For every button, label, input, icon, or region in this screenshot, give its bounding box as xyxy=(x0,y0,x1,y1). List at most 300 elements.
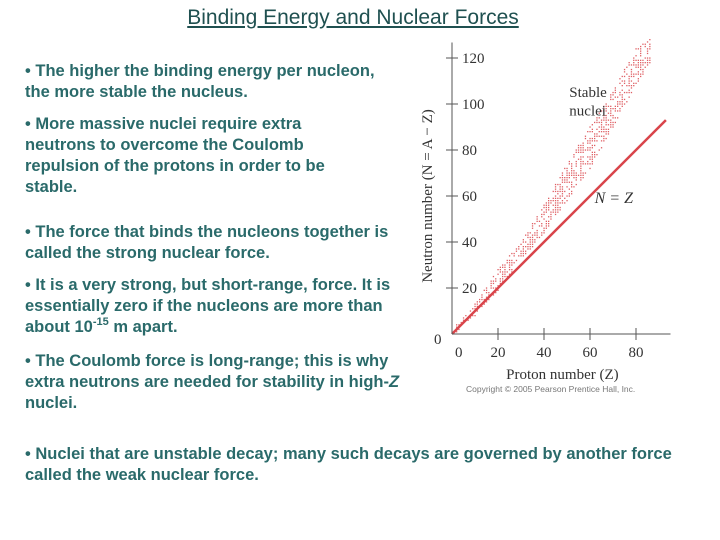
stable-nucleus-point xyxy=(486,292,487,293)
stable-nucleus-point xyxy=(553,198,554,199)
stable-nucleus-point xyxy=(504,271,505,272)
slide-title: Binding Energy and Nuclear Forces xyxy=(187,6,519,29)
stable-nucleus-point xyxy=(532,244,533,245)
stable-nucleus-point xyxy=(629,64,630,65)
stable-nucleus-point xyxy=(571,168,572,169)
stable-nucleus-point xyxy=(622,99,623,100)
stable-nucleus-point xyxy=(603,131,604,132)
stable-nucleus-point xyxy=(610,115,611,116)
stable-nucleus-point xyxy=(472,308,473,309)
stable-nucleus-point xyxy=(606,120,607,121)
stable-nucleus-point xyxy=(569,177,570,178)
stable-nucleus-point xyxy=(486,290,487,291)
stable-nucleus-point xyxy=(624,69,625,70)
stable-nucleus-point xyxy=(530,248,531,249)
stable-nucleus-point xyxy=(562,182,563,183)
stable-nucleus-point xyxy=(610,106,611,107)
stable-nucleus-point xyxy=(599,136,600,137)
stable-nucleus-point xyxy=(640,76,641,77)
stable-nucleus-point xyxy=(539,237,540,238)
stable-nucleus-point xyxy=(493,281,494,282)
stable-nucleus-point xyxy=(493,283,494,284)
stable-nucleus-point xyxy=(601,147,602,148)
bullet-weak-force: • Nuclei that are unstable decay; many such decays are governed by another force called the weak nuclear force. xyxy=(25,445,672,484)
stable-nucleus-point xyxy=(546,223,547,224)
stable-nucleus-point xyxy=(587,163,588,164)
stable-nucleus-point xyxy=(507,271,508,272)
stable-nucleus-point xyxy=(479,299,480,300)
stable-nucleus-point xyxy=(555,214,556,215)
stable-nucleus-point xyxy=(585,149,586,150)
stable-nucleus-point xyxy=(626,92,627,93)
stable-nucleus-point xyxy=(562,195,563,196)
stable-nucleus-point xyxy=(573,172,574,173)
stable-nucleus-point xyxy=(557,205,558,206)
stable-nucleus-point xyxy=(629,80,630,81)
stable-nucleus-point xyxy=(573,177,574,178)
stable-nucleus-point xyxy=(534,241,535,242)
stable-nucleus-point xyxy=(645,44,646,45)
stable-nucleus-point xyxy=(599,126,600,127)
stable-nucleus-point xyxy=(615,97,616,98)
stable-nucleus-point xyxy=(585,163,586,164)
stable-nucleus-point xyxy=(511,260,512,261)
stable-nucleus-point xyxy=(580,168,581,169)
stable-nucleus-point xyxy=(578,175,579,176)
stable-nucleus-point xyxy=(553,200,554,201)
stable-nucleus-point xyxy=(560,177,561,178)
stable-nucleus-point xyxy=(629,92,630,93)
stable-nucleus-point xyxy=(525,253,526,254)
stable-nucleus-point xyxy=(624,92,625,93)
stable-nucleus-point xyxy=(615,92,616,93)
stable-nucleus-point xyxy=(470,310,471,311)
stable-nucleus-point xyxy=(576,152,577,153)
stable-nucleus-point xyxy=(507,260,508,261)
stable-nucleus-point xyxy=(624,99,625,100)
stable-nucleus-point xyxy=(640,55,641,56)
stable-nucleus-point xyxy=(594,156,595,157)
stable-nucleus-point xyxy=(525,246,526,247)
stable-nucleus-point xyxy=(592,163,593,164)
stable-nucleus-point xyxy=(617,106,618,107)
stable-nucleus-point xyxy=(633,85,634,86)
stable-nucleus-point xyxy=(612,126,613,127)
stable-nucleus-point xyxy=(548,202,549,203)
stable-nucleus-point xyxy=(606,138,607,139)
stable-nucleus-point xyxy=(601,124,602,125)
stable-nucleus-point xyxy=(596,120,597,121)
stable-nucleus-point xyxy=(619,94,620,95)
stable-nucleus-point xyxy=(626,101,627,102)
stable-nucleus-point xyxy=(608,106,609,107)
copyright-text: Copyright © 2005 Pearson Prentice Hall, Inc. xyxy=(466,384,636,394)
stable-nucleus-point xyxy=(530,246,531,247)
stable-nucleus-point xyxy=(546,205,547,206)
stable-nucleus-point xyxy=(626,67,627,68)
stable-nucleus-point xyxy=(532,237,533,238)
stable-nucleus-point xyxy=(583,175,584,176)
stable-nucleus-point xyxy=(541,214,542,215)
stable-nucleus-point xyxy=(562,202,563,203)
neutron-proton-chart xyxy=(405,34,705,394)
stable-nucleus-point xyxy=(583,147,584,148)
stable-nucleus-point xyxy=(647,64,648,65)
stable-nucleus-point xyxy=(560,195,561,196)
stable-nucleus-point xyxy=(523,253,524,254)
stable-nucleus-point xyxy=(566,186,567,187)
stable-nucleus-point xyxy=(571,175,572,176)
stable-nuclei-label-line2: nuclei xyxy=(569,103,606,120)
stable-nucleus-point xyxy=(573,156,574,157)
stable-nucleus-point xyxy=(633,64,634,65)
stable-nucleus-point xyxy=(606,124,607,125)
stable-nucleus-point xyxy=(583,177,584,178)
stable-nucleus-point xyxy=(539,225,540,226)
stable-nucleus-point xyxy=(564,168,565,169)
stable-nucleus-point xyxy=(615,87,616,88)
stable-nucleus-point xyxy=(534,235,535,236)
stable-nucleus-point xyxy=(642,69,643,70)
stable-nucleus-point xyxy=(532,239,533,240)
stable-nucleus-point xyxy=(612,122,613,123)
stable-nucleus-point xyxy=(497,269,498,270)
stable-nucleus-point xyxy=(541,235,542,236)
stable-nucleus-point xyxy=(592,124,593,125)
stable-nucleus-point xyxy=(624,76,625,77)
stable-nucleus-point xyxy=(557,193,558,194)
stable-nucleus-point xyxy=(500,267,501,268)
stable-nucleus-point xyxy=(640,51,641,52)
stable-nucleus-point xyxy=(543,212,544,213)
stable-nucleus-point xyxy=(555,212,556,213)
stable-nucleus-point xyxy=(601,140,602,141)
stable-nucleus-point xyxy=(576,175,577,176)
stable-nucleus-point xyxy=(465,315,466,316)
stable-nucleus-point xyxy=(624,103,625,104)
stable-nucleus-point xyxy=(463,317,464,318)
stable-nucleus-point xyxy=(592,138,593,139)
stable-nucleus-point xyxy=(622,90,623,91)
stable-nucleus-point xyxy=(592,140,593,141)
stable-nucleus-point xyxy=(594,138,595,139)
stable-nucleus-point xyxy=(530,241,531,242)
stable-nucleus-point xyxy=(546,228,547,229)
stable-nucleus-point xyxy=(543,218,544,219)
stable-nucleus-point xyxy=(647,48,648,49)
y-tick-label: 120 xyxy=(462,51,485,67)
stable-nucleus-point xyxy=(580,179,581,180)
stable-nucleus-point xyxy=(523,241,524,242)
stable-nucleus-point xyxy=(557,184,558,185)
stable-nucleus-point xyxy=(548,198,549,199)
stable-nucleus-point xyxy=(576,184,577,185)
stable-nucleus-point xyxy=(543,230,544,231)
stable-nucleus-point xyxy=(576,179,577,180)
stable-nucleus-point xyxy=(606,131,607,132)
y-tick-label: 100 xyxy=(462,97,485,113)
stable-nucleus-point xyxy=(583,143,584,144)
stable-nucleus-point xyxy=(622,103,623,104)
stable-nucleus-point xyxy=(647,41,648,42)
stable-nucleus-point xyxy=(642,64,643,65)
stable-nucleus-point xyxy=(562,177,563,178)
stable-nucleus-point xyxy=(589,159,590,160)
stable-nucleus-point xyxy=(649,44,650,45)
stable-nucleus-point xyxy=(474,304,475,305)
stable-nucleus-point xyxy=(569,195,570,196)
stable-nucleus-point xyxy=(610,120,611,121)
stable-nucleus-point xyxy=(477,301,478,302)
stable-nucleus-point xyxy=(594,145,595,146)
stable-nucleus-point xyxy=(555,207,556,208)
stable-nucleus-point xyxy=(580,149,581,150)
stable-nucleus-point xyxy=(550,202,551,203)
stable-nucleus-point xyxy=(530,239,531,240)
y-axis-label: Neutron number (N = A − Z) xyxy=(420,109,436,283)
stable-nucleus-point xyxy=(603,120,604,121)
stable-nucleus-point xyxy=(566,195,567,196)
stable-nucleus-point xyxy=(477,304,478,305)
stable-nucleus-point xyxy=(493,287,494,288)
stable-nucleus-point xyxy=(500,281,501,282)
stable-nucleus-point xyxy=(642,44,643,45)
stable-nucleus-point xyxy=(629,97,630,98)
stable-nucleus-point xyxy=(580,175,581,176)
stable-nucleus-point xyxy=(557,198,558,199)
stable-nucleus-point xyxy=(546,212,547,213)
stable-nucleus-point xyxy=(560,202,561,203)
stable-nucleus-point xyxy=(527,248,528,249)
stable-nucleus-point xyxy=(631,85,632,86)
stable-nucleus-point xyxy=(507,262,508,263)
stable-nucleus-point xyxy=(603,129,604,130)
stable-nucleus-point xyxy=(638,78,639,79)
stable-nucleus-point xyxy=(619,108,620,109)
stable-nucleus-point xyxy=(560,191,561,192)
stable-nucleus-point xyxy=(592,152,593,153)
stable-nucleus-point xyxy=(580,156,581,157)
stable-nucleus-point xyxy=(527,237,528,238)
stable-nucleus-point xyxy=(612,92,613,93)
stable-nucleus-point xyxy=(560,189,561,190)
stable-nuclei-band xyxy=(456,39,651,332)
stable-nucleus-point xyxy=(640,62,641,63)
stable-nucleus-point xyxy=(516,251,517,252)
coulomb-text-end: nuclei. xyxy=(25,394,78,412)
stable-nucleus-point xyxy=(566,177,567,178)
stable-nucleus-point xyxy=(562,193,563,194)
stable-nucleus-point xyxy=(606,133,607,134)
stable-nucleus-point xyxy=(592,161,593,162)
stable-nucleus-point xyxy=(615,110,616,111)
stable-nucleus-point xyxy=(543,214,544,215)
stable-nucleus-point xyxy=(553,212,554,213)
stable-nucleus-point xyxy=(520,244,521,245)
stable-nucleus-point xyxy=(520,255,521,256)
stable-nucleus-point xyxy=(612,99,613,100)
stable-nucleus-point xyxy=(596,133,597,134)
stable-nucleus-point xyxy=(518,255,519,256)
stable-nucleus-point xyxy=(622,85,623,86)
stable-nucleus-point xyxy=(566,170,567,171)
y-tick-label: 20 xyxy=(462,281,477,297)
stable-nucleus-point xyxy=(548,223,549,224)
bullet-stability: • The higher the binding energy per nucleon, the more stable the nucleus. xyxy=(25,62,375,101)
stable-nucleus-point xyxy=(555,195,556,196)
stable-nucleus-point xyxy=(603,136,604,137)
stable-nucleus-point xyxy=(562,200,563,201)
stable-nucleus-point xyxy=(555,186,556,187)
stable-nucleus-point xyxy=(633,76,634,77)
stable-nucleus-point xyxy=(622,94,623,95)
stable-nucleus-point xyxy=(566,179,567,180)
stable-nucleus-point xyxy=(491,281,492,282)
stable-nucleus-point xyxy=(587,149,588,150)
stable-nucleus-point xyxy=(606,122,607,123)
stable-nucleus-point xyxy=(649,39,650,40)
stable-nucleus-point xyxy=(532,235,533,236)
stable-nucleus-point xyxy=(569,175,570,176)
stable-nucleus-point xyxy=(594,136,595,137)
stable-nucleus-point xyxy=(603,126,604,127)
stable-nucleus-point xyxy=(550,214,551,215)
stable-nucleus-point xyxy=(606,129,607,130)
stable-nucleus-point xyxy=(527,235,528,236)
stable-nucleus-point xyxy=(564,198,565,199)
stable-nucleus-point xyxy=(580,172,581,173)
stable-nucleus-point xyxy=(635,74,636,75)
stable-nucleus-point xyxy=(610,126,611,127)
x-tick-label: 40 xyxy=(536,345,552,361)
stable-nucleus-point xyxy=(647,62,648,63)
stable-nucleus-point xyxy=(537,221,538,222)
stable-nucleus-point xyxy=(610,113,611,114)
stable-nucleus-point xyxy=(615,106,616,107)
stable-nucleus-point xyxy=(511,269,512,270)
stable-nucleus-point xyxy=(589,147,590,148)
stable-nucleus-point xyxy=(504,274,505,275)
stable-nucleus-point xyxy=(589,143,590,144)
stable-nucleus-point xyxy=(548,209,549,210)
stable-nucleus-point xyxy=(638,71,639,72)
stable-nucleus-point xyxy=(642,62,643,63)
stable-nucleus-point xyxy=(525,241,526,242)
stable-nucleus-point xyxy=(594,140,595,141)
stable-nucleus-point xyxy=(541,225,542,226)
stable-nucleus-point xyxy=(626,85,627,86)
stable-nucleus-point xyxy=(601,126,602,127)
stable-nucleus-point xyxy=(573,154,574,155)
stable-nucleus-point xyxy=(617,97,618,98)
stable-nucleus-point xyxy=(566,172,567,173)
stable-nucleus-point xyxy=(587,156,588,157)
stable-nucleus-point xyxy=(502,274,503,275)
stable-nucleus-point xyxy=(562,172,563,173)
stable-nucleus-point xyxy=(587,161,588,162)
stable-nucleus-point xyxy=(509,264,510,265)
stable-nucleus-point xyxy=(578,147,579,148)
stable-nucleus-point xyxy=(523,251,524,252)
stable-nucleus-point xyxy=(481,294,482,295)
stable-nucleus-point xyxy=(592,154,593,155)
stable-nucleus-point xyxy=(571,184,572,185)
stable-nucleus-point xyxy=(500,271,501,272)
stable-nucleus-point xyxy=(576,166,577,167)
stable-nucleus-point xyxy=(532,228,533,229)
stable-nucleus-point xyxy=(633,60,634,61)
stable-nucleus-point xyxy=(596,136,597,137)
stable-nucleus-point xyxy=(647,53,648,54)
stable-nucleus-point xyxy=(608,113,609,114)
stable-nucleus-point xyxy=(537,218,538,219)
stable-nucleus-point xyxy=(509,267,510,268)
stable-nucleus-point xyxy=(578,145,579,146)
stable-nucleus-point xyxy=(594,154,595,155)
stable-nucleus-point xyxy=(594,152,595,153)
stable-nucleus-point xyxy=(649,46,650,47)
stable-nucleus-point xyxy=(592,156,593,157)
stable-nucleus-point xyxy=(564,191,565,192)
stable-nucleus-point xyxy=(589,156,590,157)
stable-nucleus-point xyxy=(619,110,620,111)
stable-nucleus-point xyxy=(509,260,510,261)
stable-nucleus-point xyxy=(583,156,584,157)
origin-label: 0 xyxy=(434,332,442,348)
stable-nucleus-point xyxy=(488,292,489,293)
n-equals-z-label: N = Z xyxy=(594,189,633,207)
stable-nucleus-point xyxy=(612,94,613,95)
stable-nucleus-point xyxy=(578,159,579,160)
stable-nucleus-point xyxy=(573,186,574,187)
stable-nucleus-point xyxy=(555,184,556,185)
stable-nucleus-point xyxy=(576,149,577,150)
stable-nucleus-point xyxy=(502,278,503,279)
stable-nucleus-point xyxy=(601,122,602,123)
stable-nucleus-point xyxy=(601,129,602,130)
stable-nucleus-point xyxy=(523,255,524,256)
stable-nucleus-point xyxy=(562,189,563,190)
stable-nucleus-point xyxy=(610,94,611,95)
stable-nucleus-point xyxy=(481,297,482,298)
stable-nucleus-point xyxy=(474,315,475,316)
stable-nucleus-point xyxy=(629,76,630,77)
stable-nucleus-point xyxy=(525,251,526,252)
stable-nucleus-point xyxy=(601,120,602,121)
stable-nucleus-point xyxy=(532,246,533,247)
stable-nucleus-point xyxy=(537,237,538,238)
stable-nucleus-point xyxy=(562,186,563,187)
stable-nucleus-point xyxy=(520,251,521,252)
stable-nucleus-point xyxy=(495,278,496,279)
stable-nucleus-point xyxy=(514,255,515,256)
stable-nucleus-point xyxy=(576,177,577,178)
stable-nucleus-point xyxy=(527,244,528,245)
stable-nucleus-point xyxy=(504,276,505,277)
stable-nucleus-point xyxy=(645,67,646,68)
z-italic: Z xyxy=(388,373,400,391)
stable-nucleus-point xyxy=(601,136,602,137)
stable-nucleus-point xyxy=(537,216,538,217)
stable-nucleus-point xyxy=(509,269,510,270)
stable-nucleus-point xyxy=(585,136,586,137)
stable-nucleus-point xyxy=(491,285,492,286)
stable-nucleus-point xyxy=(587,140,588,141)
stable-nucleus-point xyxy=(564,177,565,178)
stable-nucleus-point xyxy=(518,246,519,247)
stable-nucleus-point xyxy=(589,163,590,164)
stable-nucleus-point xyxy=(553,209,554,210)
